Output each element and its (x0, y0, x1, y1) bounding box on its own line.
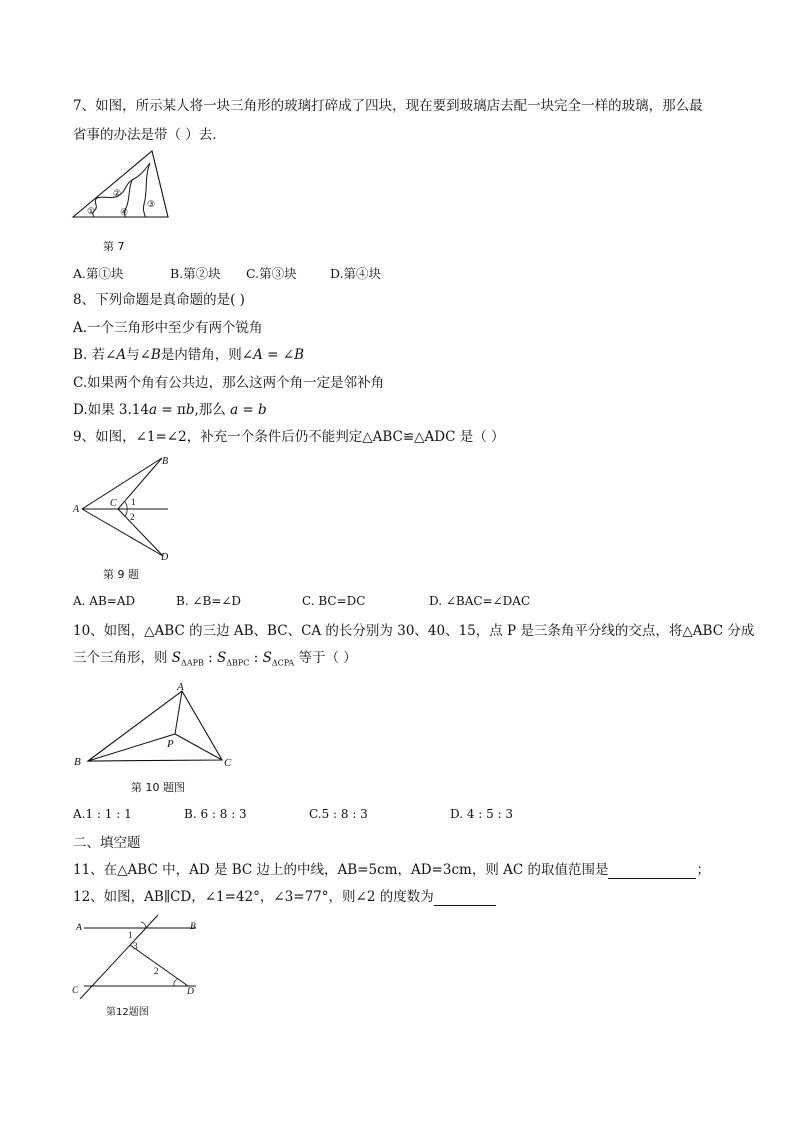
q9-option-d: D. ∠BAC=∠DAC (429, 594, 531, 608)
q12-stem: 12、如图，AB∥CD，∠1=42°，∠3=77°，则∠2 的度数为 (73, 888, 496, 906)
label-a: A (76, 923, 82, 933)
slanted-segment (130, 945, 188, 986)
q12-answer-blank[interactable] (434, 891, 496, 906)
q9-figure-caption: 第 9 题 (103, 568, 139, 581)
q9-stem: 9、如图，∠1=∠2，补充一个条件后仍不能判定△ABC≌△ADC 是（ ） (73, 429, 505, 445)
label-c: C (72, 986, 79, 996)
q12-parallel-lines-figure (70, 913, 202, 999)
piece-label-3: ③ (147, 199, 156, 209)
piece-label-2: ② (113, 188, 122, 198)
label-angle-2: 2 (130, 512, 135, 522)
q10-option-d: D. 4 : 5 : 3 (450, 807, 514, 821)
section-title-fill-blank: 二、填空题 (73, 835, 141, 851)
label-angle-2: 2 (154, 966, 159, 976)
q7-broken-glass-figure (70, 148, 172, 222)
label-b: B (162, 456, 169, 467)
q11-stem: 11、在△ABC 中，AD 是 BC 边上的中线，AB=5cm，AD=3cm，则 AC 的取值范围是 ； (73, 862, 710, 878)
piece-label-1: ① (87, 206, 96, 216)
label-a: A (177, 681, 184, 693)
segment-dc (118, 509, 163, 556)
q8-option-b: B. 若∠A与∠B是内错角，则∠A = ∠B (73, 347, 305, 363)
q10-option-b: B. 6 : 8 : 3 (184, 807, 247, 821)
label-d: D (187, 987, 194, 997)
q9-option-c: C. BC=DC (302, 594, 366, 608)
label-c: C (110, 498, 117, 509)
piece-label-4: ④ (120, 207, 129, 217)
segment-ad (82, 509, 163, 556)
q7-stem-line1: 7、如图，所示某人将一块三角形的玻璃打碎成了四块，现在要到玻璃店去配一块完全一样的玻璃，那么最 (73, 98, 703, 114)
q7-option-a: A.第①块 (73, 266, 124, 281)
q8-option-a: A.一个三角形中至少有两个锐角 (73, 320, 263, 336)
crack-line-top (97, 163, 150, 198)
q10-triangle-figure (70, 678, 240, 772)
label-c: C (224, 757, 232, 769)
q9-option-a: A. AB=AD (73, 594, 136, 608)
q9-geometry-figure (70, 452, 174, 564)
q10-stem-line2: 三个三角形，则 $S_{\Delta APB}$ : $S_{\Delta BPC}$ : $S_{\Delta CPA}$ 等于（ ） (73, 650, 357, 668)
segment-ap (175, 691, 182, 734)
triangle-abc (88, 691, 222, 761)
angle-1-arc (141, 922, 146, 928)
label-a: A (73, 504, 80, 515)
q12-figure-caption: 第12题图 (106, 1007, 149, 1018)
q10-option-a: A.1 : 1 : 1 (73, 807, 132, 821)
q10-figure-caption: 第 10 题图 (131, 781, 185, 794)
angle-2-arc (174, 979, 177, 986)
angle-2-arc (125, 509, 127, 516)
segment-ab (82, 458, 162, 509)
label-p: P (167, 738, 174, 750)
q10-stem-line1: 10、如图，△ABC 的三边 AB、BC、CA 的长分别为 30、40、15，点 P 是三条角平分线的交点，将△ABC 分成 (73, 623, 755, 639)
segment-bc (118, 458, 162, 509)
label-d: D (161, 552, 169, 563)
label-b: B (190, 922, 196, 932)
label-angle-1: 1 (131, 497, 136, 507)
q8-stem: 8、下列命题是真命题的是( ) (73, 292, 245, 308)
q8-option-d: D.如果 3.14a = πb,那么 a = b (73, 402, 267, 418)
label-angle-1: 1 (128, 930, 133, 940)
q10-option-c: C.5 : 8 : 3 (309, 807, 368, 821)
label-b: B (74, 756, 81, 768)
q7-figure-caption: 第 7 (103, 240, 125, 253)
angle-1-arc (125, 502, 127, 509)
segment-bp (88, 734, 175, 761)
q11-answer-blank[interactable] (608, 864, 696, 879)
q8-option-c: C.如果两个角有公共边，那么这两个角一定是邻补角 (73, 375, 385, 391)
q7-option-c: C.第③块 (246, 266, 297, 281)
q7-option-b: B.第②块 (170, 266, 221, 281)
label-angle-3: 3 (133, 941, 138, 951)
q9-option-b: B. ∠B=∠D (176, 594, 242, 608)
q7-stem-line2: 省事的办法是带（ ）去. (73, 127, 217, 143)
q7-option-d: D.第④块 (330, 266, 382, 281)
